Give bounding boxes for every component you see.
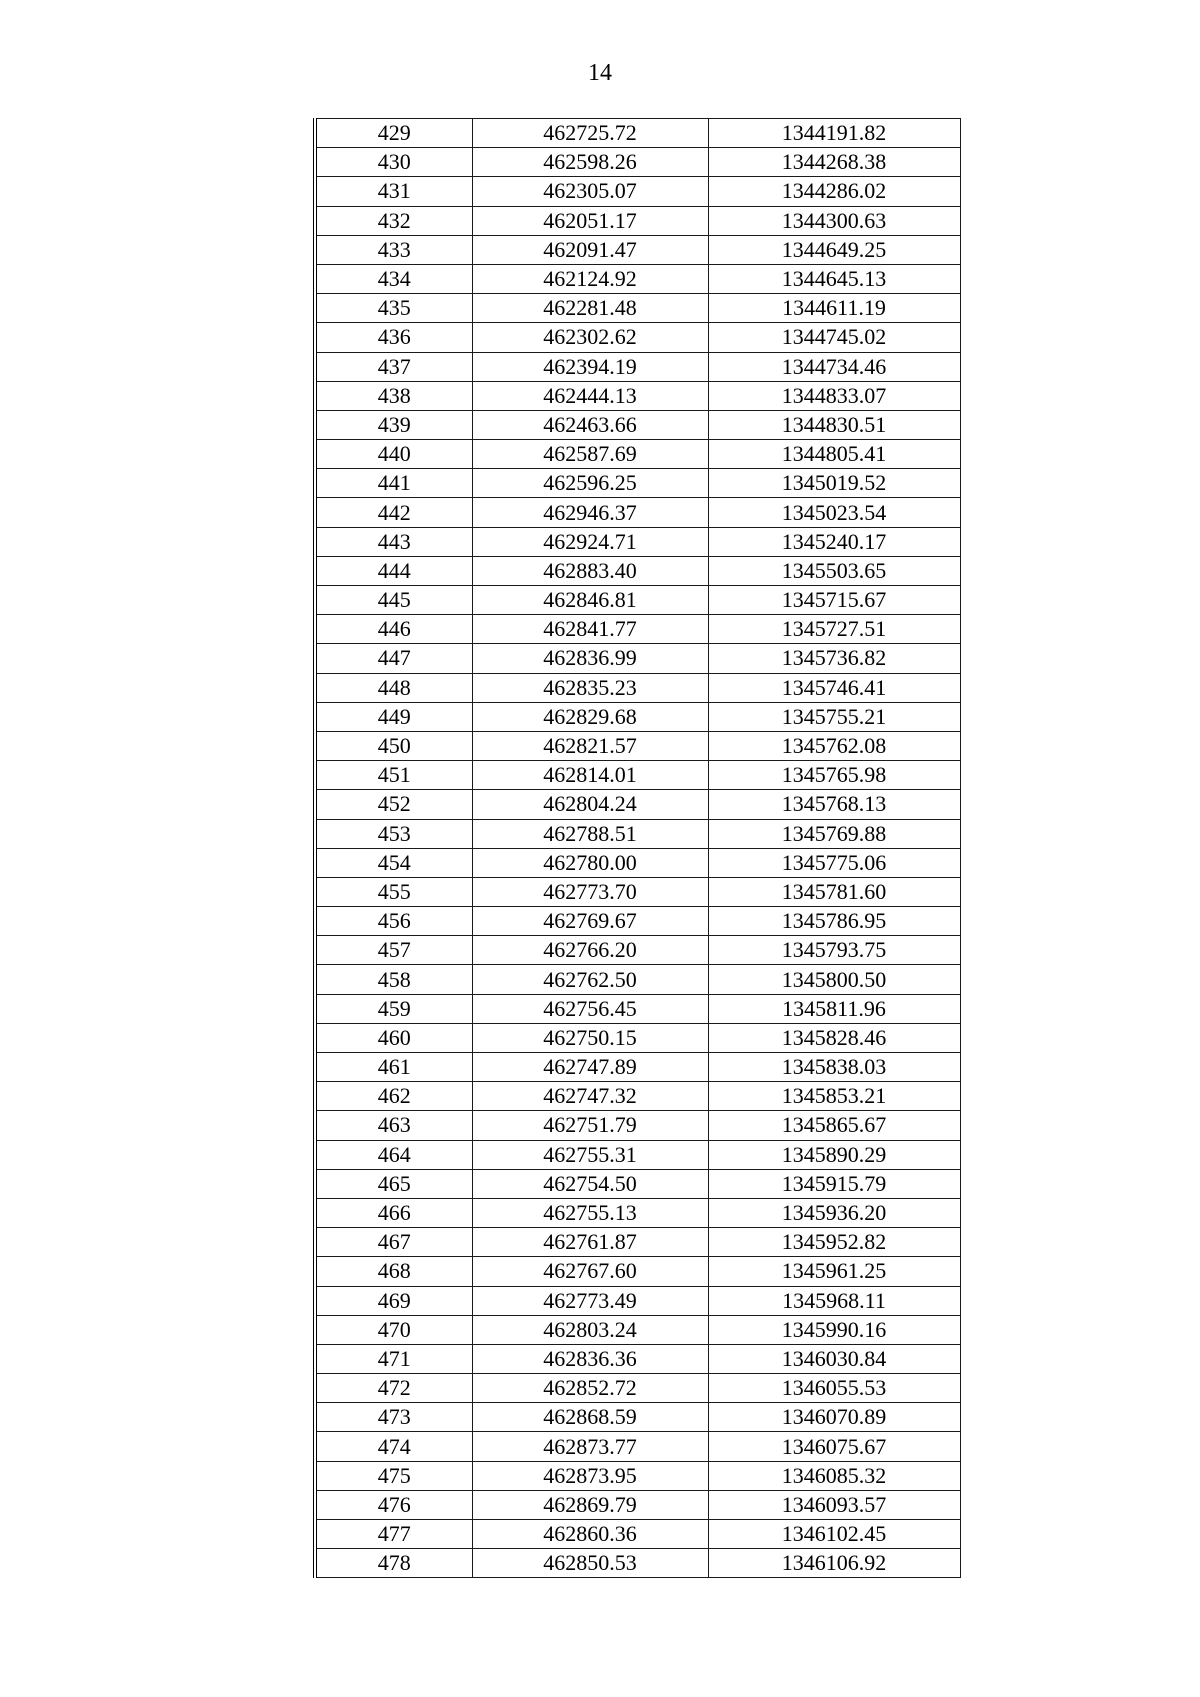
point-number-cell: 462 bbox=[315, 1082, 472, 1111]
x-coordinate-cell: 462767.60 bbox=[472, 1257, 708, 1286]
point-number-cell: 449 bbox=[315, 702, 472, 731]
table-row bbox=[315, 936, 960, 965]
y-coordinate-cell: 1344734.46 bbox=[708, 352, 960, 381]
point-number-cell: 454 bbox=[315, 848, 472, 877]
table-row bbox=[315, 702, 960, 731]
x-coordinate-cell: 462846.81 bbox=[472, 586, 708, 615]
table-row bbox=[315, 1228, 960, 1257]
point-number-cell: 435 bbox=[315, 294, 472, 323]
point-number-cell: 437 bbox=[315, 352, 472, 381]
point-number-cell: 463 bbox=[315, 1111, 472, 1140]
table-row bbox=[315, 907, 960, 936]
point-number-cell: 439 bbox=[315, 410, 472, 439]
table-row bbox=[315, 1549, 960, 1578]
x-coordinate-cell: 462751.79 bbox=[472, 1111, 708, 1140]
table-row bbox=[315, 965, 960, 994]
x-coordinate-cell: 462803.24 bbox=[472, 1315, 708, 1344]
x-coordinate-cell: 462780.00 bbox=[472, 848, 708, 877]
table-row bbox=[315, 673, 960, 702]
table-row bbox=[315, 264, 960, 293]
point-number-cell: 445 bbox=[315, 586, 472, 615]
point-number-cell: 458 bbox=[315, 965, 472, 994]
table-row bbox=[315, 1111, 960, 1140]
point-number-cell: 429 bbox=[315, 119, 472, 148]
y-coordinate-cell: 1344833.07 bbox=[708, 381, 960, 410]
x-coordinate-cell: 462598.26 bbox=[472, 148, 708, 177]
table-row bbox=[315, 556, 960, 585]
table-row bbox=[315, 1082, 960, 1111]
y-coordinate-cell: 1346075.67 bbox=[708, 1432, 960, 1461]
x-coordinate-cell: 462091.47 bbox=[472, 235, 708, 264]
x-coordinate-cell: 462835.23 bbox=[472, 673, 708, 702]
point-number-cell: 447 bbox=[315, 644, 472, 673]
point-number-cell: 460 bbox=[315, 1023, 472, 1052]
x-coordinate-cell: 462836.99 bbox=[472, 644, 708, 673]
x-coordinate-cell: 462773.70 bbox=[472, 877, 708, 906]
x-coordinate-cell: 462755.31 bbox=[472, 1140, 708, 1169]
x-coordinate-cell: 462463.66 bbox=[472, 410, 708, 439]
y-coordinate-cell: 1345765.98 bbox=[708, 761, 960, 790]
y-coordinate-cell: 1345990.16 bbox=[708, 1315, 960, 1344]
y-coordinate-cell: 1344649.25 bbox=[708, 235, 960, 264]
y-coordinate-cell: 1345865.67 bbox=[708, 1111, 960, 1140]
y-coordinate-cell: 1345915.79 bbox=[708, 1169, 960, 1198]
y-coordinate-cell: 1344611.19 bbox=[708, 294, 960, 323]
y-coordinate-cell: 1345736.82 bbox=[708, 644, 960, 673]
page-number: 14 bbox=[588, 60, 612, 86]
point-number-cell: 459 bbox=[315, 994, 472, 1023]
x-coordinate-cell: 462766.20 bbox=[472, 936, 708, 965]
table-row bbox=[315, 148, 960, 177]
x-coordinate-cell: 462946.37 bbox=[472, 498, 708, 527]
x-coordinate-cell: 462814.01 bbox=[472, 761, 708, 790]
y-coordinate-cell: 1344191.82 bbox=[708, 119, 960, 148]
point-number-cell: 469 bbox=[315, 1286, 472, 1315]
point-number-cell: 478 bbox=[315, 1549, 472, 1578]
y-coordinate-cell: 1344830.51 bbox=[708, 410, 960, 439]
x-coordinate-cell: 462868.59 bbox=[472, 1403, 708, 1432]
table-row bbox=[315, 586, 960, 615]
x-coordinate-cell: 462444.13 bbox=[472, 381, 708, 410]
point-number-cell: 477 bbox=[315, 1520, 472, 1549]
y-coordinate-cell: 1345775.06 bbox=[708, 848, 960, 877]
point-number-cell: 467 bbox=[315, 1228, 472, 1257]
x-coordinate-cell: 462394.19 bbox=[472, 352, 708, 381]
table-row bbox=[315, 1286, 960, 1315]
table-row bbox=[315, 1403, 960, 1432]
y-coordinate-cell: 1346106.92 bbox=[708, 1549, 960, 1578]
y-coordinate-cell: 1345968.11 bbox=[708, 1286, 960, 1315]
point-number-cell: 471 bbox=[315, 1344, 472, 1373]
x-coordinate-cell: 462750.15 bbox=[472, 1023, 708, 1052]
x-coordinate-cell: 462596.25 bbox=[472, 469, 708, 498]
table-row bbox=[315, 206, 960, 235]
table-row bbox=[315, 848, 960, 877]
y-coordinate-cell: 1345800.50 bbox=[708, 965, 960, 994]
y-coordinate-cell: 1346093.57 bbox=[708, 1490, 960, 1519]
table-row bbox=[315, 819, 960, 848]
y-coordinate-cell: 1345952.82 bbox=[708, 1228, 960, 1257]
x-coordinate-cell: 462869.79 bbox=[472, 1490, 708, 1519]
table-row bbox=[315, 323, 960, 352]
table-row bbox=[315, 469, 960, 498]
coordinates-table bbox=[313, 118, 961, 1578]
x-coordinate-cell: 462124.92 bbox=[472, 264, 708, 293]
point-number-cell: 465 bbox=[315, 1169, 472, 1198]
table-row bbox=[315, 235, 960, 264]
x-coordinate-cell: 462302.62 bbox=[472, 323, 708, 352]
table-row bbox=[315, 731, 960, 760]
table-row bbox=[315, 1169, 960, 1198]
x-coordinate-cell: 462924.71 bbox=[472, 527, 708, 556]
x-coordinate-cell: 462873.95 bbox=[472, 1461, 708, 1490]
y-coordinate-cell: 1346102.45 bbox=[708, 1520, 960, 1549]
x-coordinate-cell: 462756.45 bbox=[472, 994, 708, 1023]
table-row bbox=[315, 1461, 960, 1490]
y-coordinate-cell: 1346030.84 bbox=[708, 1344, 960, 1373]
y-coordinate-cell: 1345768.13 bbox=[708, 790, 960, 819]
point-number-cell: 438 bbox=[315, 381, 472, 410]
y-coordinate-cell: 1345727.51 bbox=[708, 615, 960, 644]
y-coordinate-cell: 1345715.67 bbox=[708, 586, 960, 615]
point-number-cell: 448 bbox=[315, 673, 472, 702]
point-number-cell: 441 bbox=[315, 469, 472, 498]
table-row bbox=[315, 1490, 960, 1519]
point-number-cell: 431 bbox=[315, 177, 472, 206]
x-coordinate-cell: 462883.40 bbox=[472, 556, 708, 585]
x-coordinate-cell: 462804.24 bbox=[472, 790, 708, 819]
x-coordinate-cell: 462587.69 bbox=[472, 440, 708, 469]
y-coordinate-cell: 1346085.32 bbox=[708, 1461, 960, 1490]
point-number-cell: 451 bbox=[315, 761, 472, 790]
y-coordinate-cell: 1345828.46 bbox=[708, 1023, 960, 1052]
x-coordinate-cell: 462051.17 bbox=[472, 206, 708, 235]
point-number-cell: 450 bbox=[315, 731, 472, 760]
table-row bbox=[315, 1140, 960, 1169]
x-coordinate-cell: 462747.32 bbox=[472, 1082, 708, 1111]
x-coordinate-cell: 462755.13 bbox=[472, 1198, 708, 1227]
table-row bbox=[315, 1520, 960, 1549]
x-coordinate-cell: 462773.49 bbox=[472, 1286, 708, 1315]
x-coordinate-cell: 462747.89 bbox=[472, 1053, 708, 1082]
y-coordinate-cell: 1344745.02 bbox=[708, 323, 960, 352]
table-row bbox=[315, 498, 960, 527]
y-coordinate-cell: 1345503.65 bbox=[708, 556, 960, 585]
point-number-cell: 446 bbox=[315, 615, 472, 644]
point-number-cell: 433 bbox=[315, 235, 472, 264]
point-number-cell: 466 bbox=[315, 1198, 472, 1227]
x-coordinate-cell: 462762.50 bbox=[472, 965, 708, 994]
table-row bbox=[315, 1023, 960, 1052]
table-row bbox=[315, 644, 960, 673]
point-number-cell: 461 bbox=[315, 1053, 472, 1082]
point-number-cell: 440 bbox=[315, 440, 472, 469]
table-row bbox=[315, 761, 960, 790]
point-number-cell: 455 bbox=[315, 877, 472, 906]
point-number-cell: 472 bbox=[315, 1374, 472, 1403]
point-number-cell: 452 bbox=[315, 790, 472, 819]
y-coordinate-cell: 1344286.02 bbox=[708, 177, 960, 206]
table-row bbox=[315, 877, 960, 906]
table-row bbox=[315, 1344, 960, 1373]
y-coordinate-cell: 1345936.20 bbox=[708, 1198, 960, 1227]
point-number-cell: 464 bbox=[315, 1140, 472, 1169]
point-number-cell: 473 bbox=[315, 1403, 472, 1432]
y-coordinate-cell: 1344300.63 bbox=[708, 206, 960, 235]
y-coordinate-cell: 1345019.52 bbox=[708, 469, 960, 498]
table-row bbox=[315, 440, 960, 469]
x-coordinate-cell: 462873.77 bbox=[472, 1432, 708, 1461]
point-number-cell: 468 bbox=[315, 1257, 472, 1286]
table-row bbox=[315, 1257, 960, 1286]
y-coordinate-cell: 1346070.89 bbox=[708, 1403, 960, 1432]
x-coordinate-cell: 462788.51 bbox=[472, 819, 708, 848]
x-coordinate-cell: 462754.50 bbox=[472, 1169, 708, 1198]
y-coordinate-cell: 1344645.13 bbox=[708, 264, 960, 293]
table-row bbox=[315, 615, 960, 644]
y-coordinate-cell: 1344805.41 bbox=[708, 440, 960, 469]
point-number-cell: 444 bbox=[315, 556, 472, 585]
y-coordinate-cell: 1345781.60 bbox=[708, 877, 960, 906]
point-number-cell: 476 bbox=[315, 1490, 472, 1519]
table-row bbox=[315, 790, 960, 819]
x-coordinate-cell: 462769.67 bbox=[472, 907, 708, 936]
point-number-cell: 436 bbox=[315, 323, 472, 352]
x-coordinate-cell: 462850.53 bbox=[472, 1549, 708, 1578]
y-coordinate-cell: 1345961.25 bbox=[708, 1257, 960, 1286]
y-coordinate-cell: 1345793.75 bbox=[708, 936, 960, 965]
point-number-cell: 453 bbox=[315, 819, 472, 848]
point-number-cell: 432 bbox=[315, 206, 472, 235]
point-number-cell: 470 bbox=[315, 1315, 472, 1344]
point-number-cell: 475 bbox=[315, 1461, 472, 1490]
table-row bbox=[315, 1053, 960, 1082]
x-coordinate-cell: 462841.77 bbox=[472, 615, 708, 644]
table-row bbox=[315, 1432, 960, 1461]
point-number-cell: 442 bbox=[315, 498, 472, 527]
y-coordinate-cell: 1345769.88 bbox=[708, 819, 960, 848]
y-coordinate-cell: 1346055.53 bbox=[708, 1374, 960, 1403]
table-row bbox=[315, 994, 960, 1023]
x-coordinate-cell: 462836.36 bbox=[472, 1344, 708, 1373]
table-row bbox=[315, 1315, 960, 1344]
y-coordinate-cell: 1345755.21 bbox=[708, 702, 960, 731]
y-coordinate-cell: 1345811.96 bbox=[708, 994, 960, 1023]
x-coordinate-cell: 462829.68 bbox=[472, 702, 708, 731]
table-row bbox=[315, 1374, 960, 1403]
x-coordinate-cell: 462860.36 bbox=[472, 1520, 708, 1549]
table-row bbox=[315, 410, 960, 439]
point-number-cell: 430 bbox=[315, 148, 472, 177]
coordinates-table-body bbox=[315, 119, 960, 1578]
y-coordinate-cell: 1345762.08 bbox=[708, 731, 960, 760]
table-row bbox=[315, 381, 960, 410]
x-coordinate-cell: 462281.48 bbox=[472, 294, 708, 323]
y-coordinate-cell: 1345853.21 bbox=[708, 1082, 960, 1111]
y-coordinate-cell: 1345786.95 bbox=[708, 907, 960, 936]
point-number-cell: 474 bbox=[315, 1432, 472, 1461]
y-coordinate-cell: 1345240.17 bbox=[708, 527, 960, 556]
table-row bbox=[315, 177, 960, 206]
y-coordinate-cell: 1345838.03 bbox=[708, 1053, 960, 1082]
y-coordinate-cell: 1345890.29 bbox=[708, 1140, 960, 1169]
x-coordinate-cell: 462852.72 bbox=[472, 1374, 708, 1403]
x-coordinate-cell: 462761.87 bbox=[472, 1228, 708, 1257]
point-number-cell: 457 bbox=[315, 936, 472, 965]
table-row bbox=[315, 1198, 960, 1227]
x-coordinate-cell: 462305.07 bbox=[472, 177, 708, 206]
point-number-cell: 434 bbox=[315, 264, 472, 293]
point-number-cell: 456 bbox=[315, 907, 472, 936]
table-row bbox=[315, 294, 960, 323]
table-row bbox=[315, 527, 960, 556]
table-row bbox=[315, 352, 960, 381]
y-coordinate-cell: 1345023.54 bbox=[708, 498, 960, 527]
y-coordinate-cell: 1345746.41 bbox=[708, 673, 960, 702]
y-coordinate-cell: 1344268.38 bbox=[708, 148, 960, 177]
point-number-cell: 443 bbox=[315, 527, 472, 556]
x-coordinate-cell: 462821.57 bbox=[472, 731, 708, 760]
x-coordinate-cell: 462725.72 bbox=[472, 119, 708, 148]
table-row bbox=[315, 119, 960, 148]
